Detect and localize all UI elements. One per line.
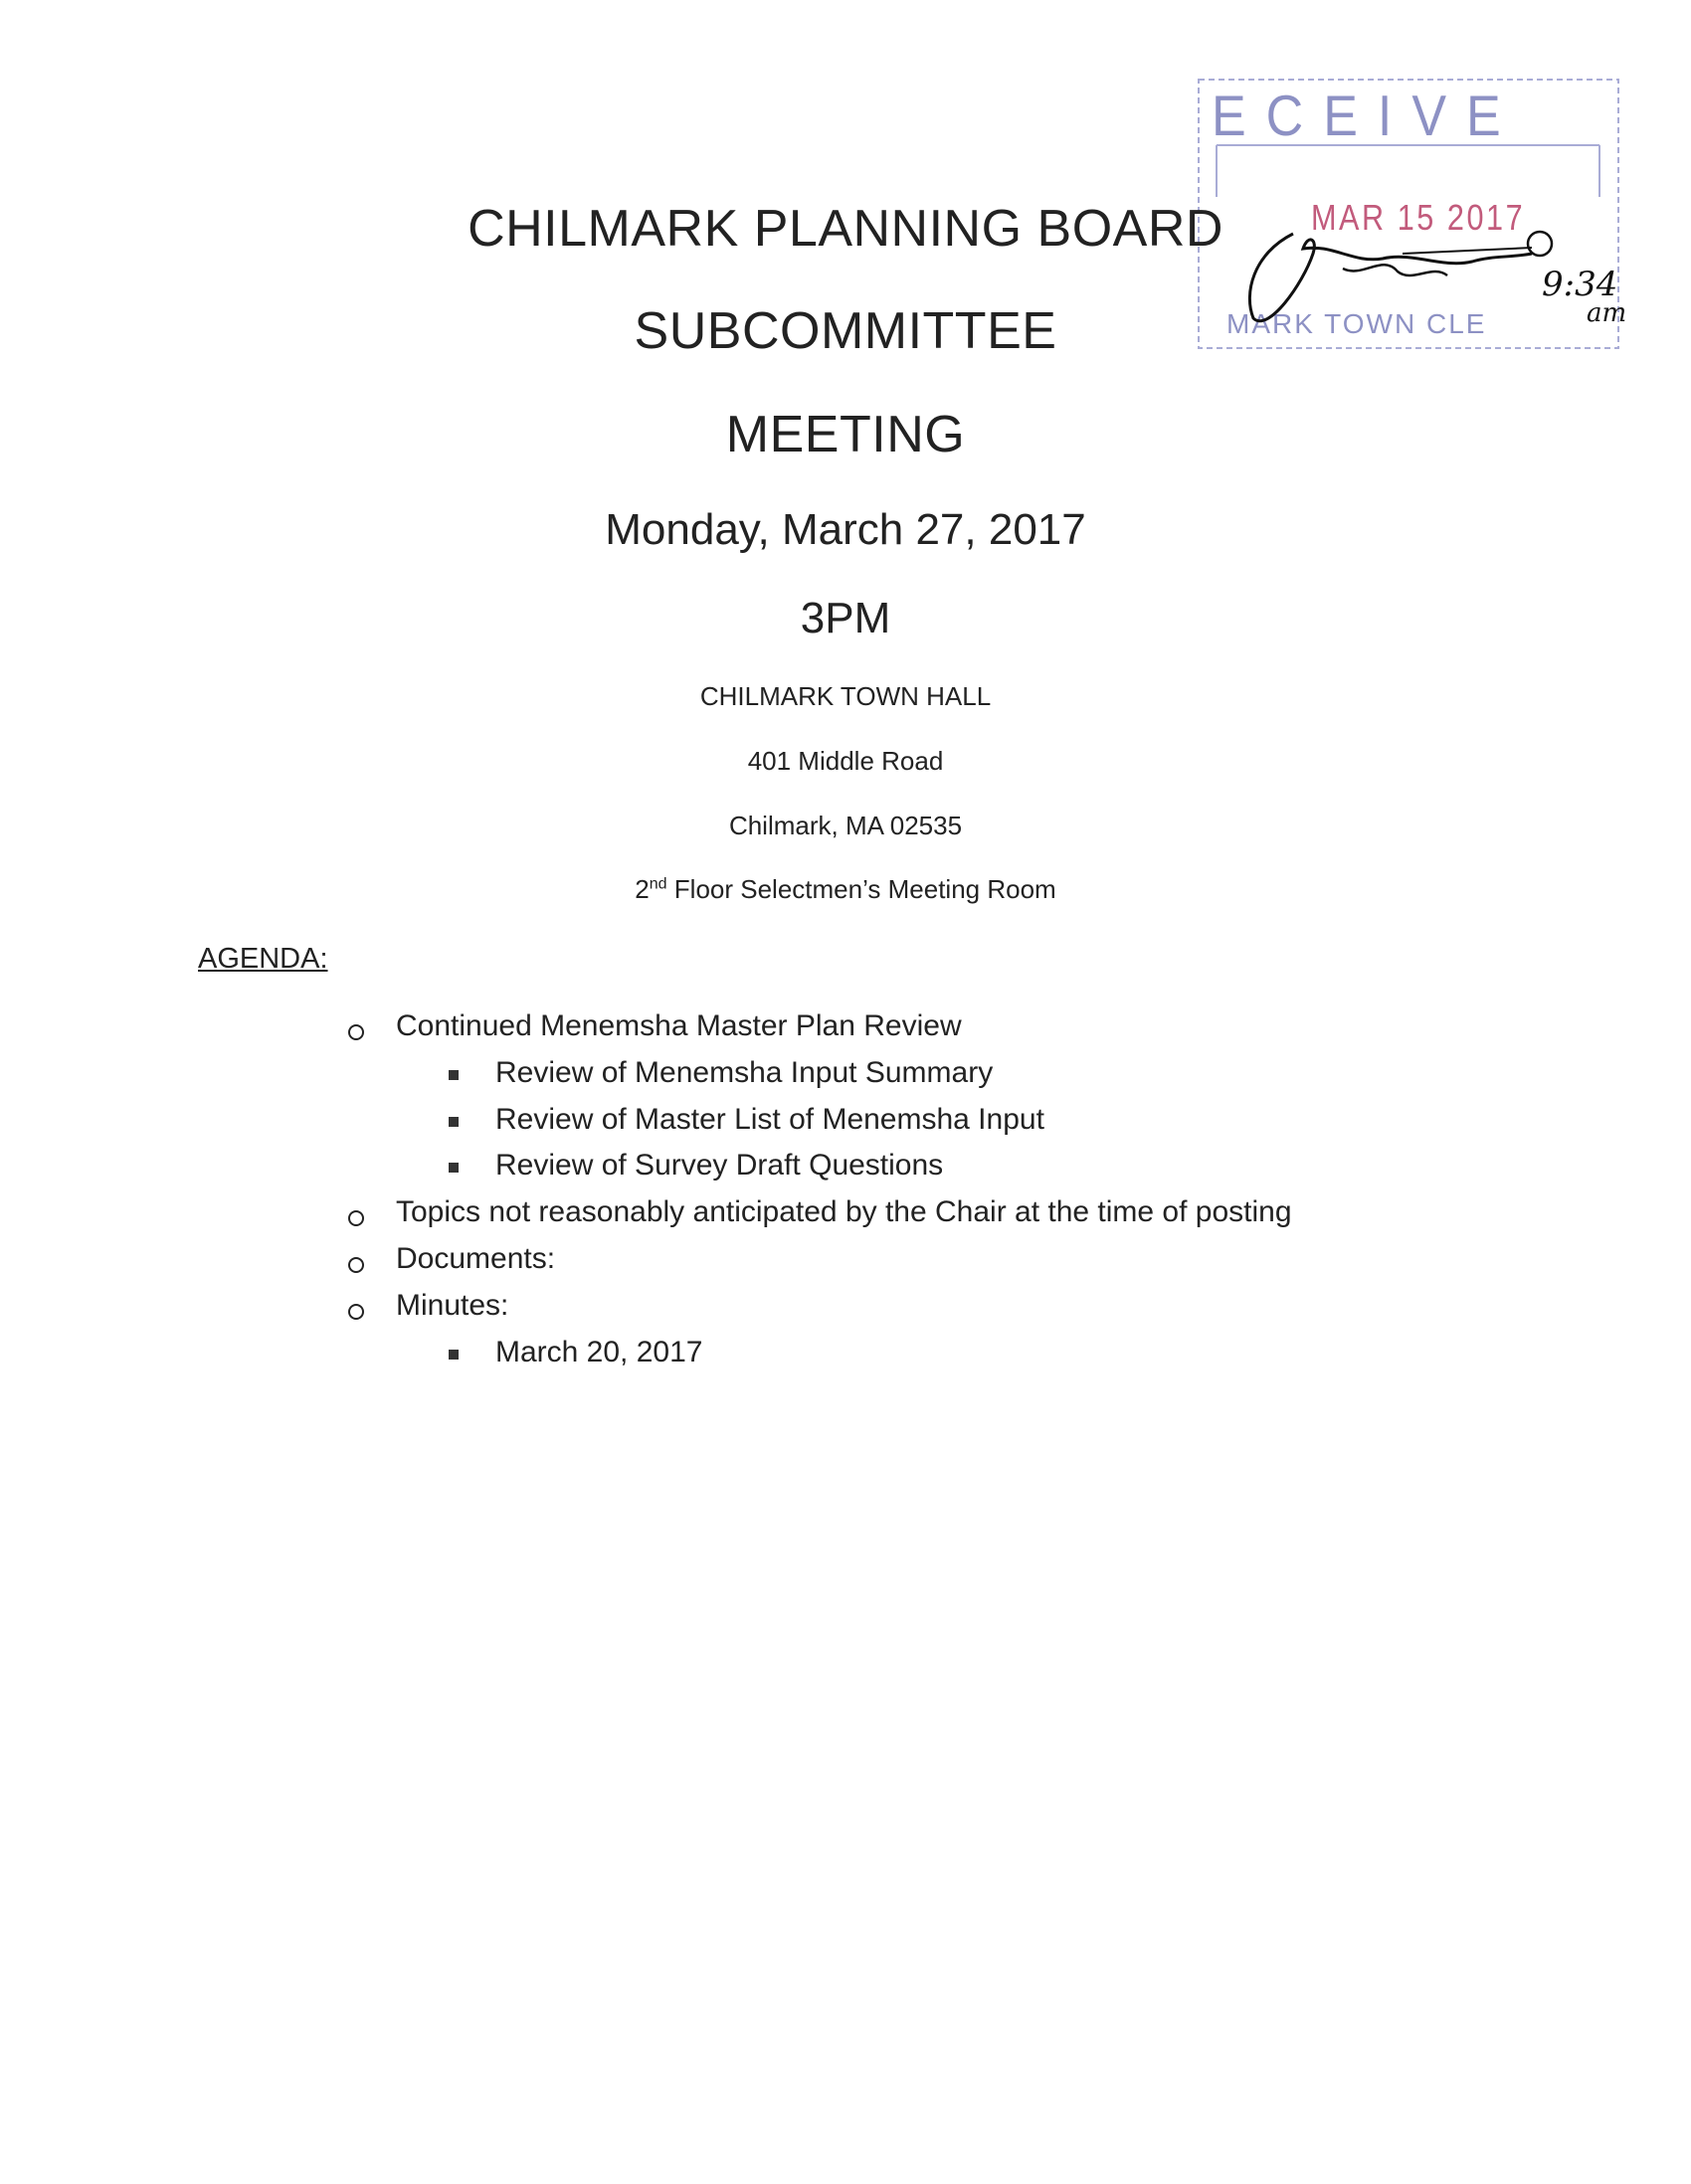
square-bullet-icon — [449, 1070, 459, 1080]
stamp-clerk-label: MARK TOWN CLE — [1226, 308, 1487, 339]
agenda-heading: AGENDA: — [198, 943, 328, 975]
title-line-1: CHILMARK PLANNING BOARD — [468, 200, 1223, 258]
agenda-item-2: Topics not reasonably anticipated by the Chair at the time of posting — [396, 1195, 1292, 1228]
agenda-subitem-4-1: March 20, 2017 — [495, 1336, 703, 1368]
square-bullet-icon — [449, 1350, 459, 1360]
circle-bullet-icon — [348, 1024, 364, 1040]
meeting-room — [0, 874, 1691, 905]
handwritten-time: 9:34 — [1542, 265, 1618, 304]
agenda-subitem-1-3: Review of Survey Draft Questions — [495, 1149, 944, 1182]
city-address: Chilmark, MA 02535 — [728, 811, 963, 840]
handwritten-am: am — [1587, 298, 1627, 328]
title-line-3: MEETING — [725, 406, 966, 463]
room-number: 2 — [635, 874, 650, 904]
agenda-item-1: Continued Menemsha Master Plan Review — [396, 1009, 962, 1042]
street-address: 401 Middle Road — [747, 746, 944, 776]
meeting-date: Monday, March 27, 2017 — [605, 505, 1086, 554]
agenda-item-3: Documents: — [396, 1242, 556, 1275]
meeting-time: 3PM — [800, 594, 891, 642]
stamp-date: MAR 15 2017 — [1311, 197, 1526, 238]
room-suffix: nd — [649, 875, 667, 893]
agenda-subitem-1-2: Review of Master List of Menemsha Input — [495, 1103, 1044, 1136]
agenda-subitem-1-1: Review of Menemsha Input Summary — [495, 1056, 994, 1089]
venue: CHILMARK TOWN HALL — [699, 681, 992, 711]
room-rest: Floor Selectmen’s Meeting Room — [666, 874, 1056, 904]
stamp-received-word: ECEIVE — [1212, 85, 1521, 149]
circle-bullet-icon — [348, 1304, 364, 1320]
square-bullet-icon — [449, 1163, 459, 1173]
agenda-item-4: Minutes: — [396, 1289, 509, 1322]
circle-bullet-icon — [348, 1257, 364, 1273]
square-bullet-icon — [449, 1117, 459, 1127]
title-line-2: SUBCOMMITTEE — [634, 302, 1057, 360]
circle-bullet-icon — [348, 1210, 364, 1226]
